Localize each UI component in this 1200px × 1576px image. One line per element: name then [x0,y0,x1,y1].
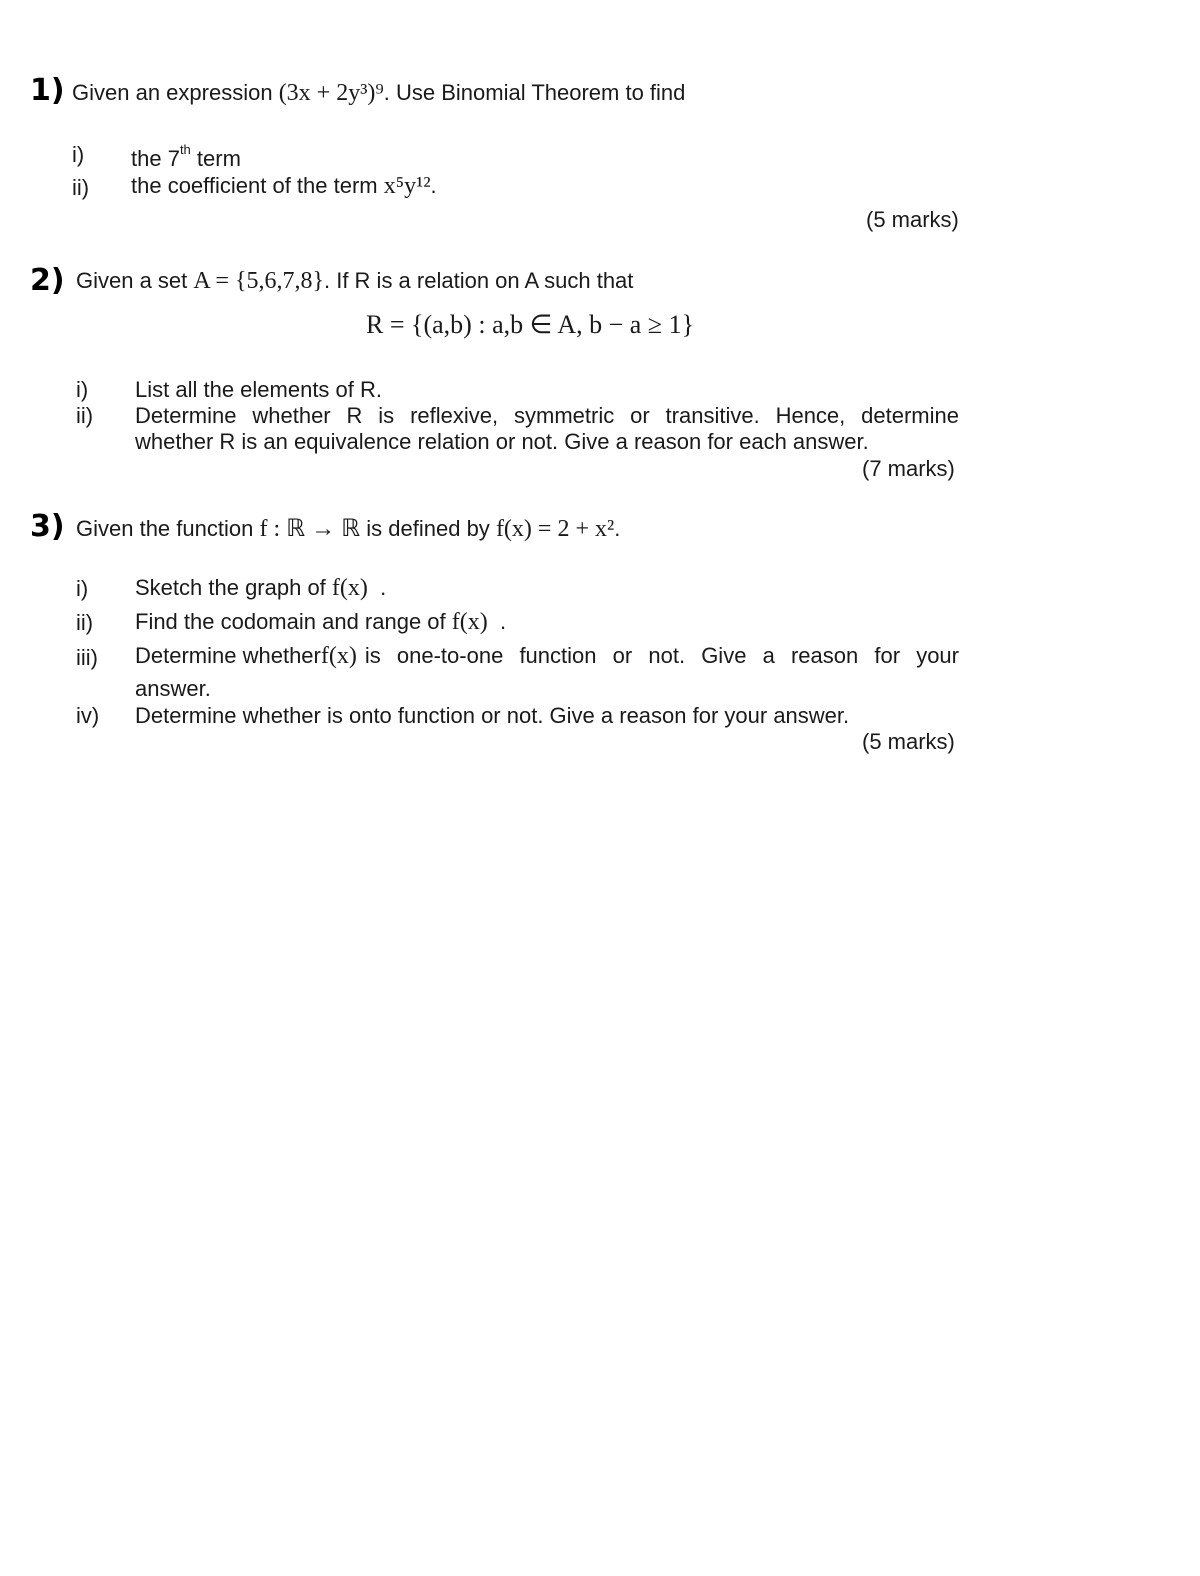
q2-part-ii-line-1: Determine whether R is reflexive, symmetric or transitive. Hence, determine [135,403,959,428]
q1-part-i-text-before: the 7 [131,146,180,171]
q1-part-i-superscript: th [179,142,191,157]
question-1-intro [72,80,685,107]
q1-part-ii-label: ii) [72,175,90,200]
question-3-intro-before: Given the function [76,516,254,541]
question-2-relation: R = {(a,b) : a,b ∈ A, b − a ≥ 1} [366,310,695,339]
question-1-intro-after: . Use Binomial Theorem to find [383,80,686,105]
q1-part-ii-end: . [430,173,437,198]
q3-part-i-words: Sketch the graph of [135,575,326,600]
q2-part-i-label: i) [76,377,89,402]
question-3-number: 3) [30,509,65,544]
q3-part-ii-end: . [500,609,507,634]
question-2-intro-before: Given a set [76,268,188,293]
q3-part-iii-label: iii) [76,645,98,670]
q3-part-iii-fx: f(x) [320,643,357,669]
q2-part-i-text: List all the elements of R. [135,377,383,402]
q3-part-ii-words: Find the codomain and range of [135,609,446,634]
question-3-function-map: f : ℝ → ℝ [259,516,361,542]
q1-part-i-text-after: term [190,146,241,171]
question-1-marks: (5 marks) [866,207,959,232]
q3-part-iv-text: Determine whether is onto function or not. Give a reason for your answer. [135,703,850,728]
q3-part-iii-after: is one-to-one function or not. Give a reason for your [364,643,959,668]
q3-part-i-label: i) [76,576,89,601]
q3-part-i-fx: f(x) [331,575,368,601]
question-3-intro-mid: is defined by [366,516,490,541]
question-3-marks: (5 marks) [862,729,955,754]
q1-part-ii-text [131,173,437,200]
question-3-intro-end: . [614,516,621,541]
q3-part-ii-fx: f(x) [451,609,488,635]
question-2-intro-after: . If R is a relation on A such that [324,268,634,293]
q1-part-ii-term: x⁵y¹² [383,173,431,199]
question-3-intro [76,514,620,543]
q3-part-iv-label: iv) [76,703,100,728]
question-2-intro [76,268,633,295]
q3-part-i-text [135,575,386,602]
q3-part-ii-text [135,609,506,636]
q3-part-iii-line-1 [135,643,959,670]
question-1-number: 1) [30,73,65,108]
q1-part-ii-words: the coefficient of the term [131,173,378,198]
question-2-number: 2) [30,263,65,298]
question-2-marks: (7 marks) [862,456,955,481]
q3-part-iii-line-2: answer. [135,676,211,701]
q3-part-iii-before: Determine whether [135,643,321,668]
q1-part-i-label: i) [72,142,85,167]
q3-part-ii-label: ii) [76,610,94,635]
question-1-intro-before: Given an expression [72,80,273,105]
q2-part-ii-label: ii) [76,403,94,428]
q3-part-i-end: . [380,575,387,600]
question-1-expression: (3x + 2y³)⁹ [278,80,384,106]
q1-part-i-text [131,142,241,172]
question-3-definition: f(x) = 2 + x² [495,516,615,542]
q2-part-ii-line-2: whether R is an equivalence relation or not. Give a reason for each answer. [135,429,869,454]
question-2-set-expression: A = {5,6,7,8} [193,268,324,294]
